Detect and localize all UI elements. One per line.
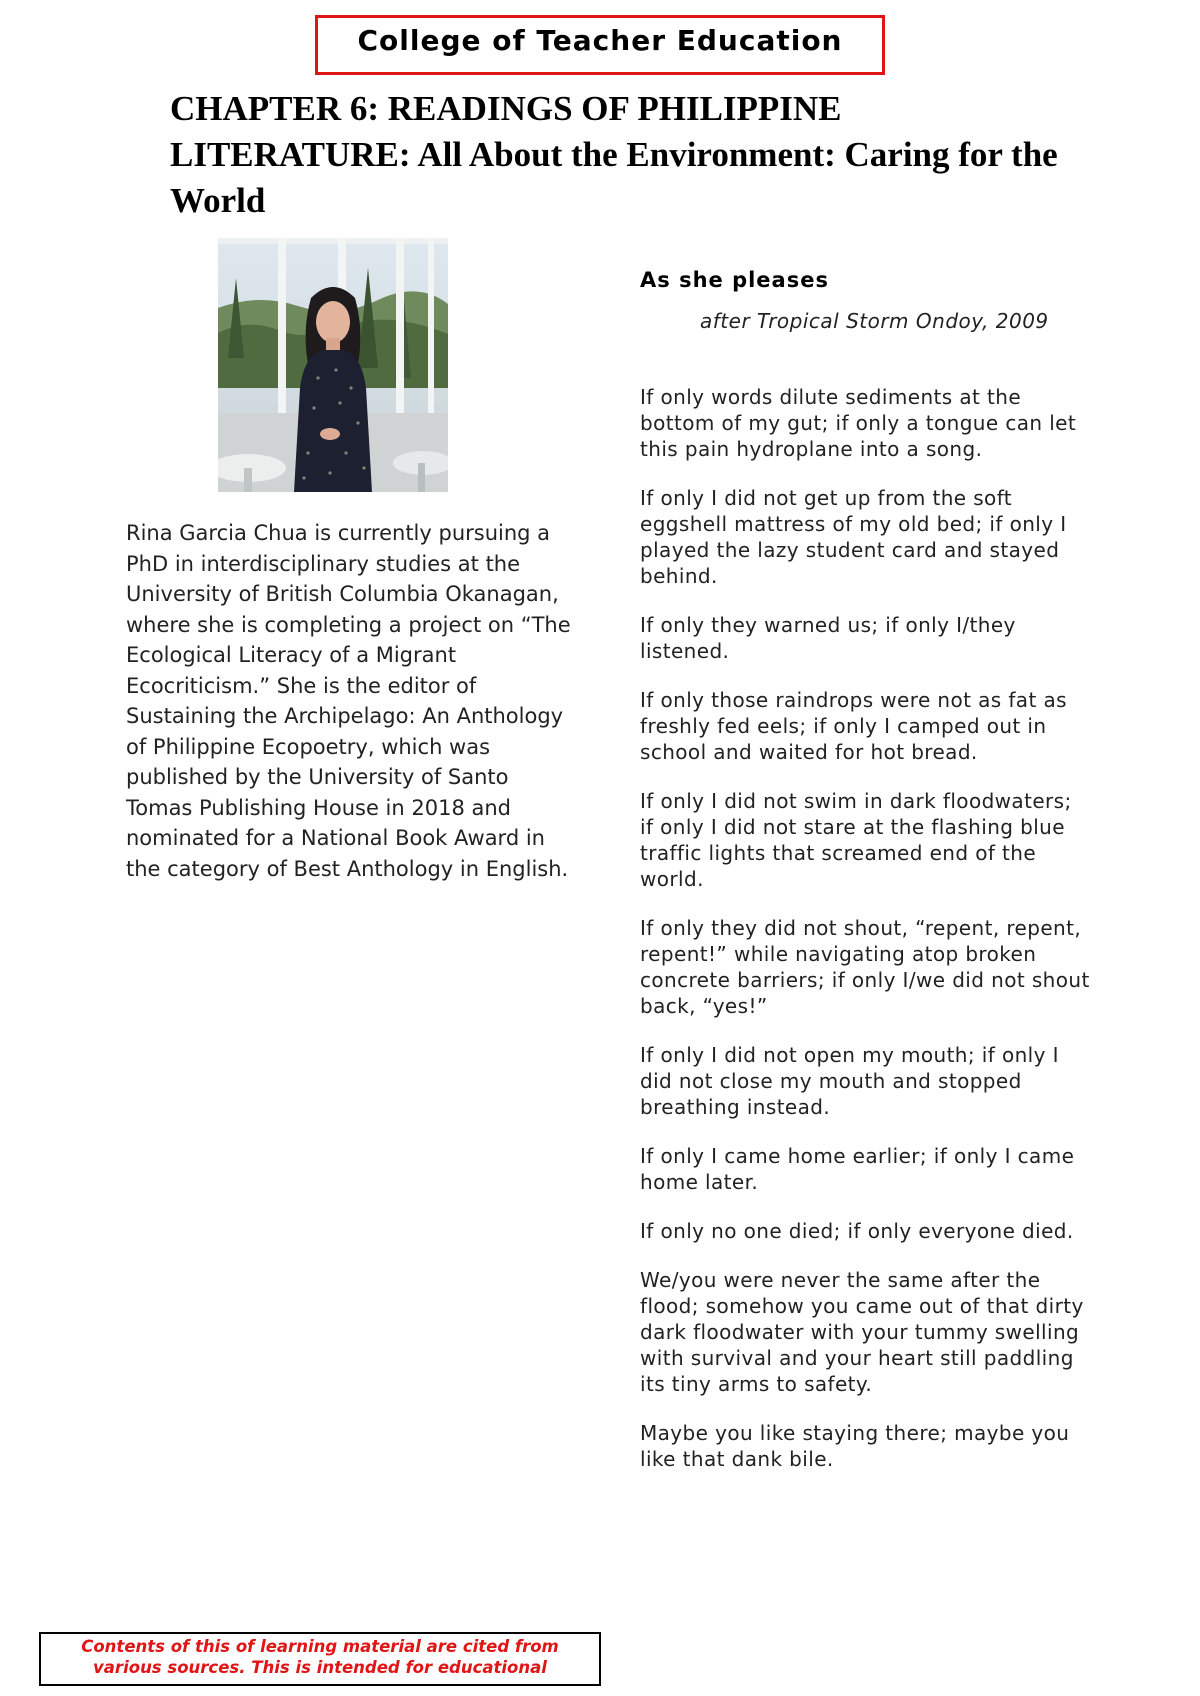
poem-stanza: If only I did not swim in dark floodwaters; if only I did not stare at the flashing blue traffic lights that screamed end of the world. <box>640 789 1072 891</box>
poem-epigraph: after Tropical Storm Ondoy, 2009 <box>700 309 1049 333</box>
poem-stanza: If only words dilute sediments at the bottom of my gut; if only a tongue can let this pain hydroplane into a song. <box>640 385 1077 461</box>
poem <box>640 266 1090 1495</box>
footer-notice-box <box>39 1632 601 1686</box>
poem-stanza: If only I did not open my mouth; if only I did not close my mouth and stopped breathing instead. <box>640 1043 1059 1119</box>
college-header-box <box>315 15 885 75</box>
poem-stanza: If only they warned us; if only I/they listened. <box>640 613 1016 663</box>
poem-stanza: If only I did not get up from the soft eggshell mattress of my old bed; if only I played the lazy student card and stayed behind. <box>640 486 1067 588</box>
college-name: College of Teacher Education <box>357 23 843 57</box>
chapter-title: CHAPTER 6: READINGS OF PHILIPPINE LITERATURE: All About the Environment: Caring for the World <box>170 89 1058 220</box>
poem-title: As she pleases <box>640 268 829 292</box>
poem-stanza: If only those raindrops were not as fat as freshly fed eels; if only I camped out in school and waited for hot bread. <box>640 688 1067 764</box>
author-photo <box>218 238 448 492</box>
poem-stanza: If only no one died; if only everyone died. <box>640 1219 1074 1243</box>
footer-notice: Contents of this of learning material are cited from various sources. This is intended for educational <box>81 1637 559 1677</box>
poem-stanza: If only they did not shout, “repent, repent, repent!” while navigating atop broken concrete barriers; if only I/we did not shout back, “yes!” <box>640 916 1090 1018</box>
author-bio: Rina Garcia Chua is currently pursuing a PhD in interdisciplinary studies at the University of British Columbia Okanagan, where she is completing a project on “The Ecological Literacy of a Migrant Ecocriticism.” She is the editor of Sustaining the Archipelago: An Anthology of Philippine Ecopoetry, which was published by the University of Santo Tomas Publishing House in 2018 and nominated for a National Book Award in the category of Best Anthology in English. <box>126 521 571 881</box>
poem-stanza: Maybe you like staying there; maybe you like that dank bile. <box>640 1421 1070 1471</box>
poem-stanza: We/you were never the same after the flood; somehow you came out of that dirty dark floodwater with your tummy swelling with survival and your heart still paddling its tiny arms to safety. <box>640 1268 1084 1396</box>
poem-stanza: If only I came home earlier; if only I came home later. <box>640 1144 1075 1194</box>
poem-stanzas <box>640 384 1090 1472</box>
